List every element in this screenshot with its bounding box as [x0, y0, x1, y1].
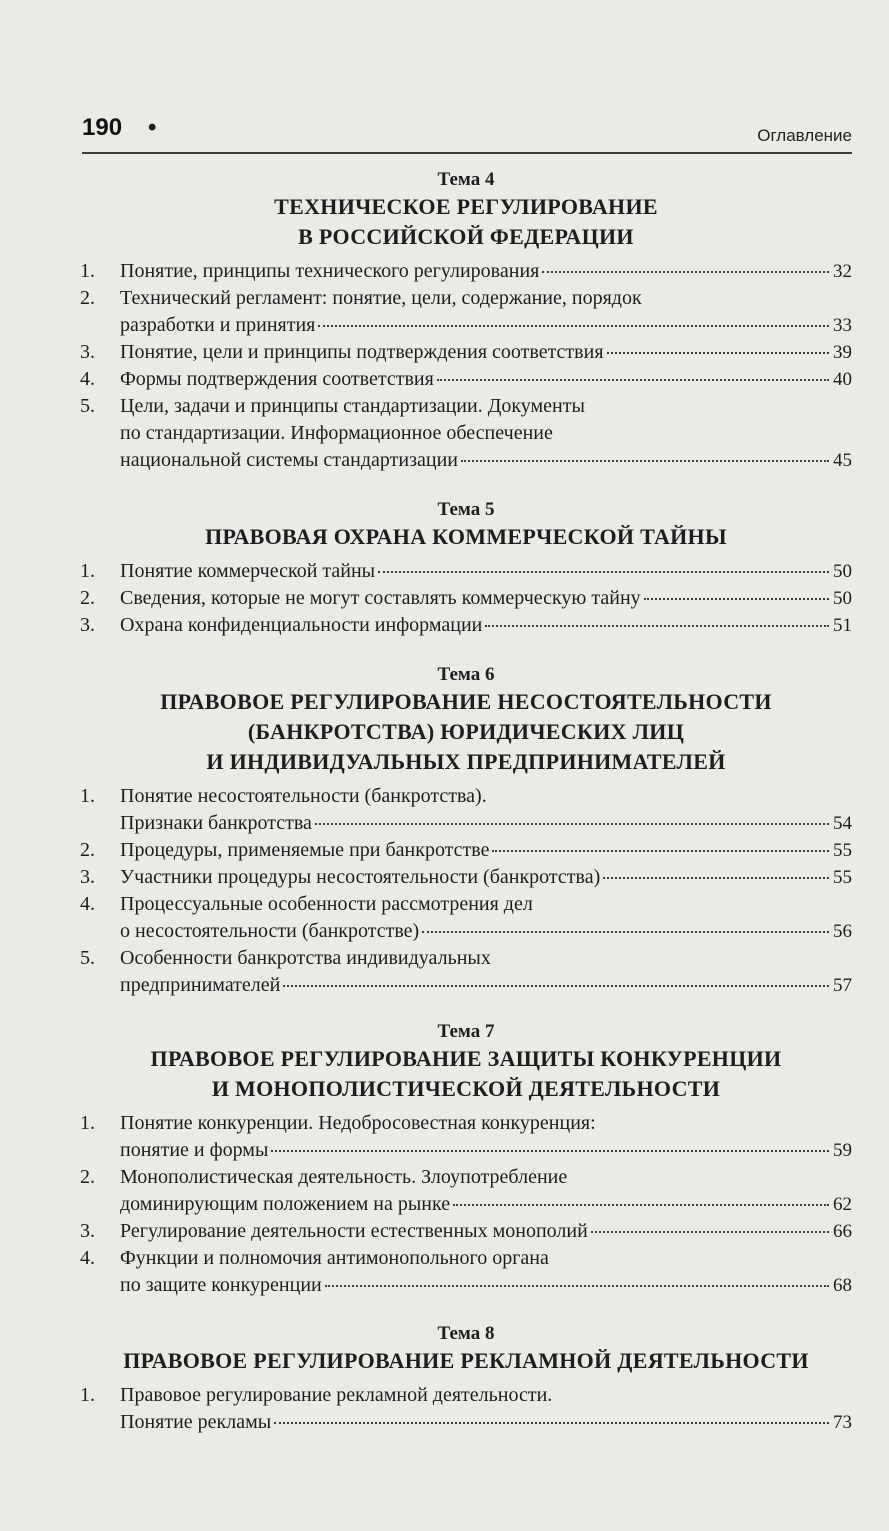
section-name: Оглавление [757, 126, 852, 145]
entry-page-number: 55 [833, 840, 852, 861]
entry-page-number: 66 [833, 1221, 852, 1242]
toc-list [80, 558, 852, 639]
entry-text [120, 558, 852, 585]
entry-last-line [120, 810, 852, 837]
entry-text [120, 945, 852, 999]
entry-last-line [120, 918, 852, 945]
entry-page-number: 50 [833, 588, 852, 609]
dot-leader [492, 850, 829, 852]
entry-text [120, 612, 852, 639]
toc-entry [80, 945, 852, 999]
dot-leader [325, 1285, 829, 1287]
toc-entry [80, 837, 852, 864]
dot-leader [453, 1204, 829, 1206]
toc-entry [80, 612, 852, 639]
entry-title: предпринимателей [120, 974, 281, 996]
entry-number: 2. [80, 587, 95, 609]
entry-number: 2. [80, 1166, 95, 1188]
entry-number: 1. [80, 785, 95, 807]
entry-number: 3. [80, 614, 95, 636]
topic-section [80, 1020, 852, 1299]
entry-last-line [120, 585, 852, 612]
entry-page-number: 54 [833, 813, 852, 834]
entry-title: о несостоятельности (банкротстве) [120, 920, 420, 942]
topic-label: Тема 8 [437, 1323, 495, 1344]
toc-entry [80, 864, 852, 891]
toc-entry [80, 585, 852, 612]
topic-label: Тема 4 [437, 169, 495, 190]
entry-number: 2. [80, 287, 95, 309]
toc-entry [80, 1245, 852, 1299]
entry-title: Понятие рекламы [120, 1411, 272, 1433]
toc-entry [80, 1218, 852, 1245]
toc-entry [80, 783, 852, 837]
entry-title: Понятие, цели и принципы подтверждения соответствия [120, 341, 604, 363]
entry-title: по защите конкуренции [120, 1274, 322, 1296]
topic-label: Тема 7 [437, 1021, 495, 1042]
dot-leader [461, 460, 829, 462]
topic-title-line: ПРАВОВОЕ РЕГУЛИРОВАНИЕ ЗАЩИТЫ КОНКУРЕНЦИИ [150, 1046, 782, 1071]
entry-line: Монополистическая деятельность. Злоупотребление [120, 1166, 568, 1188]
toc-entry [80, 1164, 852, 1218]
toc-entry [80, 258, 852, 285]
toc-list [80, 783, 852, 999]
entry-title: Процедуры, применяемые при банкротстве [120, 839, 490, 861]
entry-last-line [120, 558, 852, 585]
topic-label: Тема 5 [437, 499, 495, 520]
entry-page-number: 57 [833, 975, 852, 996]
toc-entry [80, 393, 852, 474]
topic-title-line: В РОССИЙСКОЙ ФЕДЕРАЦИИ [298, 224, 634, 249]
entry-line: Технический регламент: понятие, цели, содержание, порядок [120, 287, 642, 309]
entry-number: 3. [80, 341, 95, 363]
entry-line: Цели, задачи и принципы стандартизации. Документы [120, 395, 585, 417]
entry-number: 4. [80, 893, 95, 915]
running-header [82, 114, 852, 154]
entry-line: Правовое регулирование рекламной деятельности. [120, 1384, 553, 1406]
entry-last-line [120, 366, 852, 393]
topic-title-line: ПРАВОВОЕ РЕГУЛИРОВАНИЕ РЕКЛАМНОЙ ДЕЯТЕЛЬНОСТИ [123, 1348, 809, 1373]
entry-last-line [120, 1137, 852, 1164]
entry-title: Признаки банкротства [120, 812, 312, 834]
dot-leader [542, 271, 829, 273]
entry-text [120, 393, 852, 474]
entry-number: 4. [80, 368, 95, 390]
entry-title: Охрана конфиденциальности информации [120, 614, 483, 636]
dot-leader [603, 877, 829, 879]
dot-leader [437, 379, 829, 381]
toc-list [80, 258, 852, 474]
entry-number: 3. [80, 866, 95, 888]
dot-leader [318, 325, 829, 327]
entry-last-line [120, 864, 852, 891]
entry-title: Понятие, принципы технического регулирования [120, 260, 540, 282]
topic-title-line: ПРАВОВАЯ ОХРАНА КОММЕРЧЕСКОЙ ТАЙНЫ [205, 524, 727, 549]
entry-number: 4. [80, 1247, 95, 1269]
entry-page-number: 32 [833, 261, 852, 282]
page-number: 190 [82, 114, 123, 141]
toc-entry [80, 1382, 852, 1436]
entry-line: Процессуальные особенности рассмотрения дел [120, 893, 533, 915]
entry-last-line [120, 312, 852, 339]
dot-leader [378, 571, 829, 573]
entry-text [120, 783, 852, 837]
toc-list [80, 1110, 852, 1299]
entry-text [120, 891, 852, 945]
entry-title: понятие и формы [120, 1139, 269, 1161]
entry-line: Понятие конкуренции. Недобросовестная конкуренция: [120, 1112, 596, 1134]
entry-text [120, 864, 852, 891]
entry-last-line [120, 1218, 852, 1245]
topic-title-line: И МОНОПОЛИСТИЧЕСКОЙ ДЕЯТЕЛЬНОСТИ [211, 1076, 721, 1101]
entry-last-line [120, 972, 852, 999]
entry-text [120, 366, 852, 393]
topic-section [80, 498, 852, 639]
entry-title: Формы подтверждения соответствия [120, 368, 434, 390]
entry-page-number: 39 [833, 342, 852, 363]
entry-number: 2. [80, 839, 95, 861]
entry-last-line [120, 837, 852, 864]
dot-leader [607, 352, 829, 354]
toc-entry [80, 891, 852, 945]
entry-text [120, 1382, 852, 1436]
topic-title-line: ПРАВОВОЕ РЕГУЛИРОВАНИЕ НЕСОСТОЯТЕЛЬНОСТИ [160, 689, 772, 714]
toc-entry [80, 1110, 852, 1164]
topic-title-line: (БАНКРОТСТВА) ЮРИДИЧЕСКИХ ЛИЦ [247, 719, 685, 744]
entry-number: 5. [80, 395, 95, 417]
entry-last-line [120, 1272, 852, 1299]
dot-leader [422, 931, 829, 933]
entry-page-number: 59 [833, 1140, 852, 1161]
entry-title: национальной системы стандартизации [120, 449, 458, 471]
entry-title: разработки и принятия [120, 314, 316, 336]
entry-page-number: 62 [833, 1194, 852, 1215]
entry-page-number: 51 [833, 615, 852, 636]
entry-text [120, 1218, 852, 1245]
entry-text [120, 1110, 852, 1164]
entry-last-line [120, 447, 852, 474]
toc-list [80, 1382, 852, 1436]
toc-entry [80, 366, 852, 393]
entry-last-line [120, 612, 852, 639]
entry-page-number: 45 [833, 450, 852, 471]
topic-section [80, 1322, 852, 1436]
entry-title: доминирующим положением на рынке [120, 1193, 451, 1215]
entry-last-line [120, 1191, 852, 1218]
entry-title: Регулирование деятельности естественных монополий [120, 1220, 588, 1242]
entry-text [120, 285, 852, 339]
entry-page-number: 73 [833, 1412, 852, 1433]
entry-text [120, 258, 852, 285]
entry-title: Участники процедуры несостоятельности (банкротства) [120, 866, 601, 888]
dot-leader [644, 598, 829, 600]
dot-leader [485, 625, 829, 627]
entry-page-number: 56 [833, 921, 852, 942]
entry-page-number: 68 [833, 1275, 852, 1296]
entry-title: Сведения, которые не могут составлять коммерческую тайну [120, 587, 641, 609]
topic-label: Тема 6 [437, 664, 495, 685]
entry-text [120, 837, 852, 864]
entry-number: 1. [80, 1384, 95, 1406]
entry-text [120, 1245, 852, 1299]
entry-text [120, 1164, 852, 1218]
entry-page-number: 33 [833, 315, 852, 336]
toc-entry [80, 339, 852, 366]
entry-last-line [120, 339, 852, 366]
dot-leader [271, 1150, 829, 1152]
entry-text [120, 339, 852, 366]
toc-entry [80, 558, 852, 585]
entry-page-number: 40 [833, 369, 852, 390]
entry-title: Понятие коммерческой тайны [120, 560, 376, 582]
dot-leader [283, 985, 829, 987]
toc-entry [80, 285, 852, 339]
entry-number: 1. [80, 560, 95, 582]
topic-section [80, 663, 852, 999]
topic-title-line: И ИНДИВИДУАЛЬНЫХ ПРЕДПРИНИМАТЕЛЕЙ [206, 749, 726, 774]
entry-line: Понятие несостоятельности (банкротства). [120, 785, 487, 807]
entry-last-line [120, 258, 852, 285]
entry-page-number: 55 [833, 867, 852, 888]
topic-section [80, 168, 852, 474]
dot-leader [315, 823, 829, 825]
entry-number: 1. [80, 260, 95, 282]
dot-leader [591, 1231, 829, 1233]
dot-leader [274, 1422, 829, 1424]
entry-line: Особенности банкротства индивидуальных [120, 947, 491, 969]
entry-line: Функции и полномочия антимонопольного органа [120, 1247, 549, 1269]
entry-line: по стандартизации. Информационное обеспечение [120, 422, 553, 444]
entry-text [120, 585, 852, 612]
entry-number: 3. [80, 1220, 95, 1242]
header-bullet: • [148, 114, 157, 141]
entry-last-line [120, 1409, 852, 1436]
entry-number: 5. [80, 947, 95, 969]
entry-page-number: 50 [833, 561, 852, 582]
entry-number: 1. [80, 1112, 95, 1134]
topic-title-line: ТЕХНИЧЕСКОЕ РЕГУЛИРОВАНИЕ [274, 194, 658, 219]
